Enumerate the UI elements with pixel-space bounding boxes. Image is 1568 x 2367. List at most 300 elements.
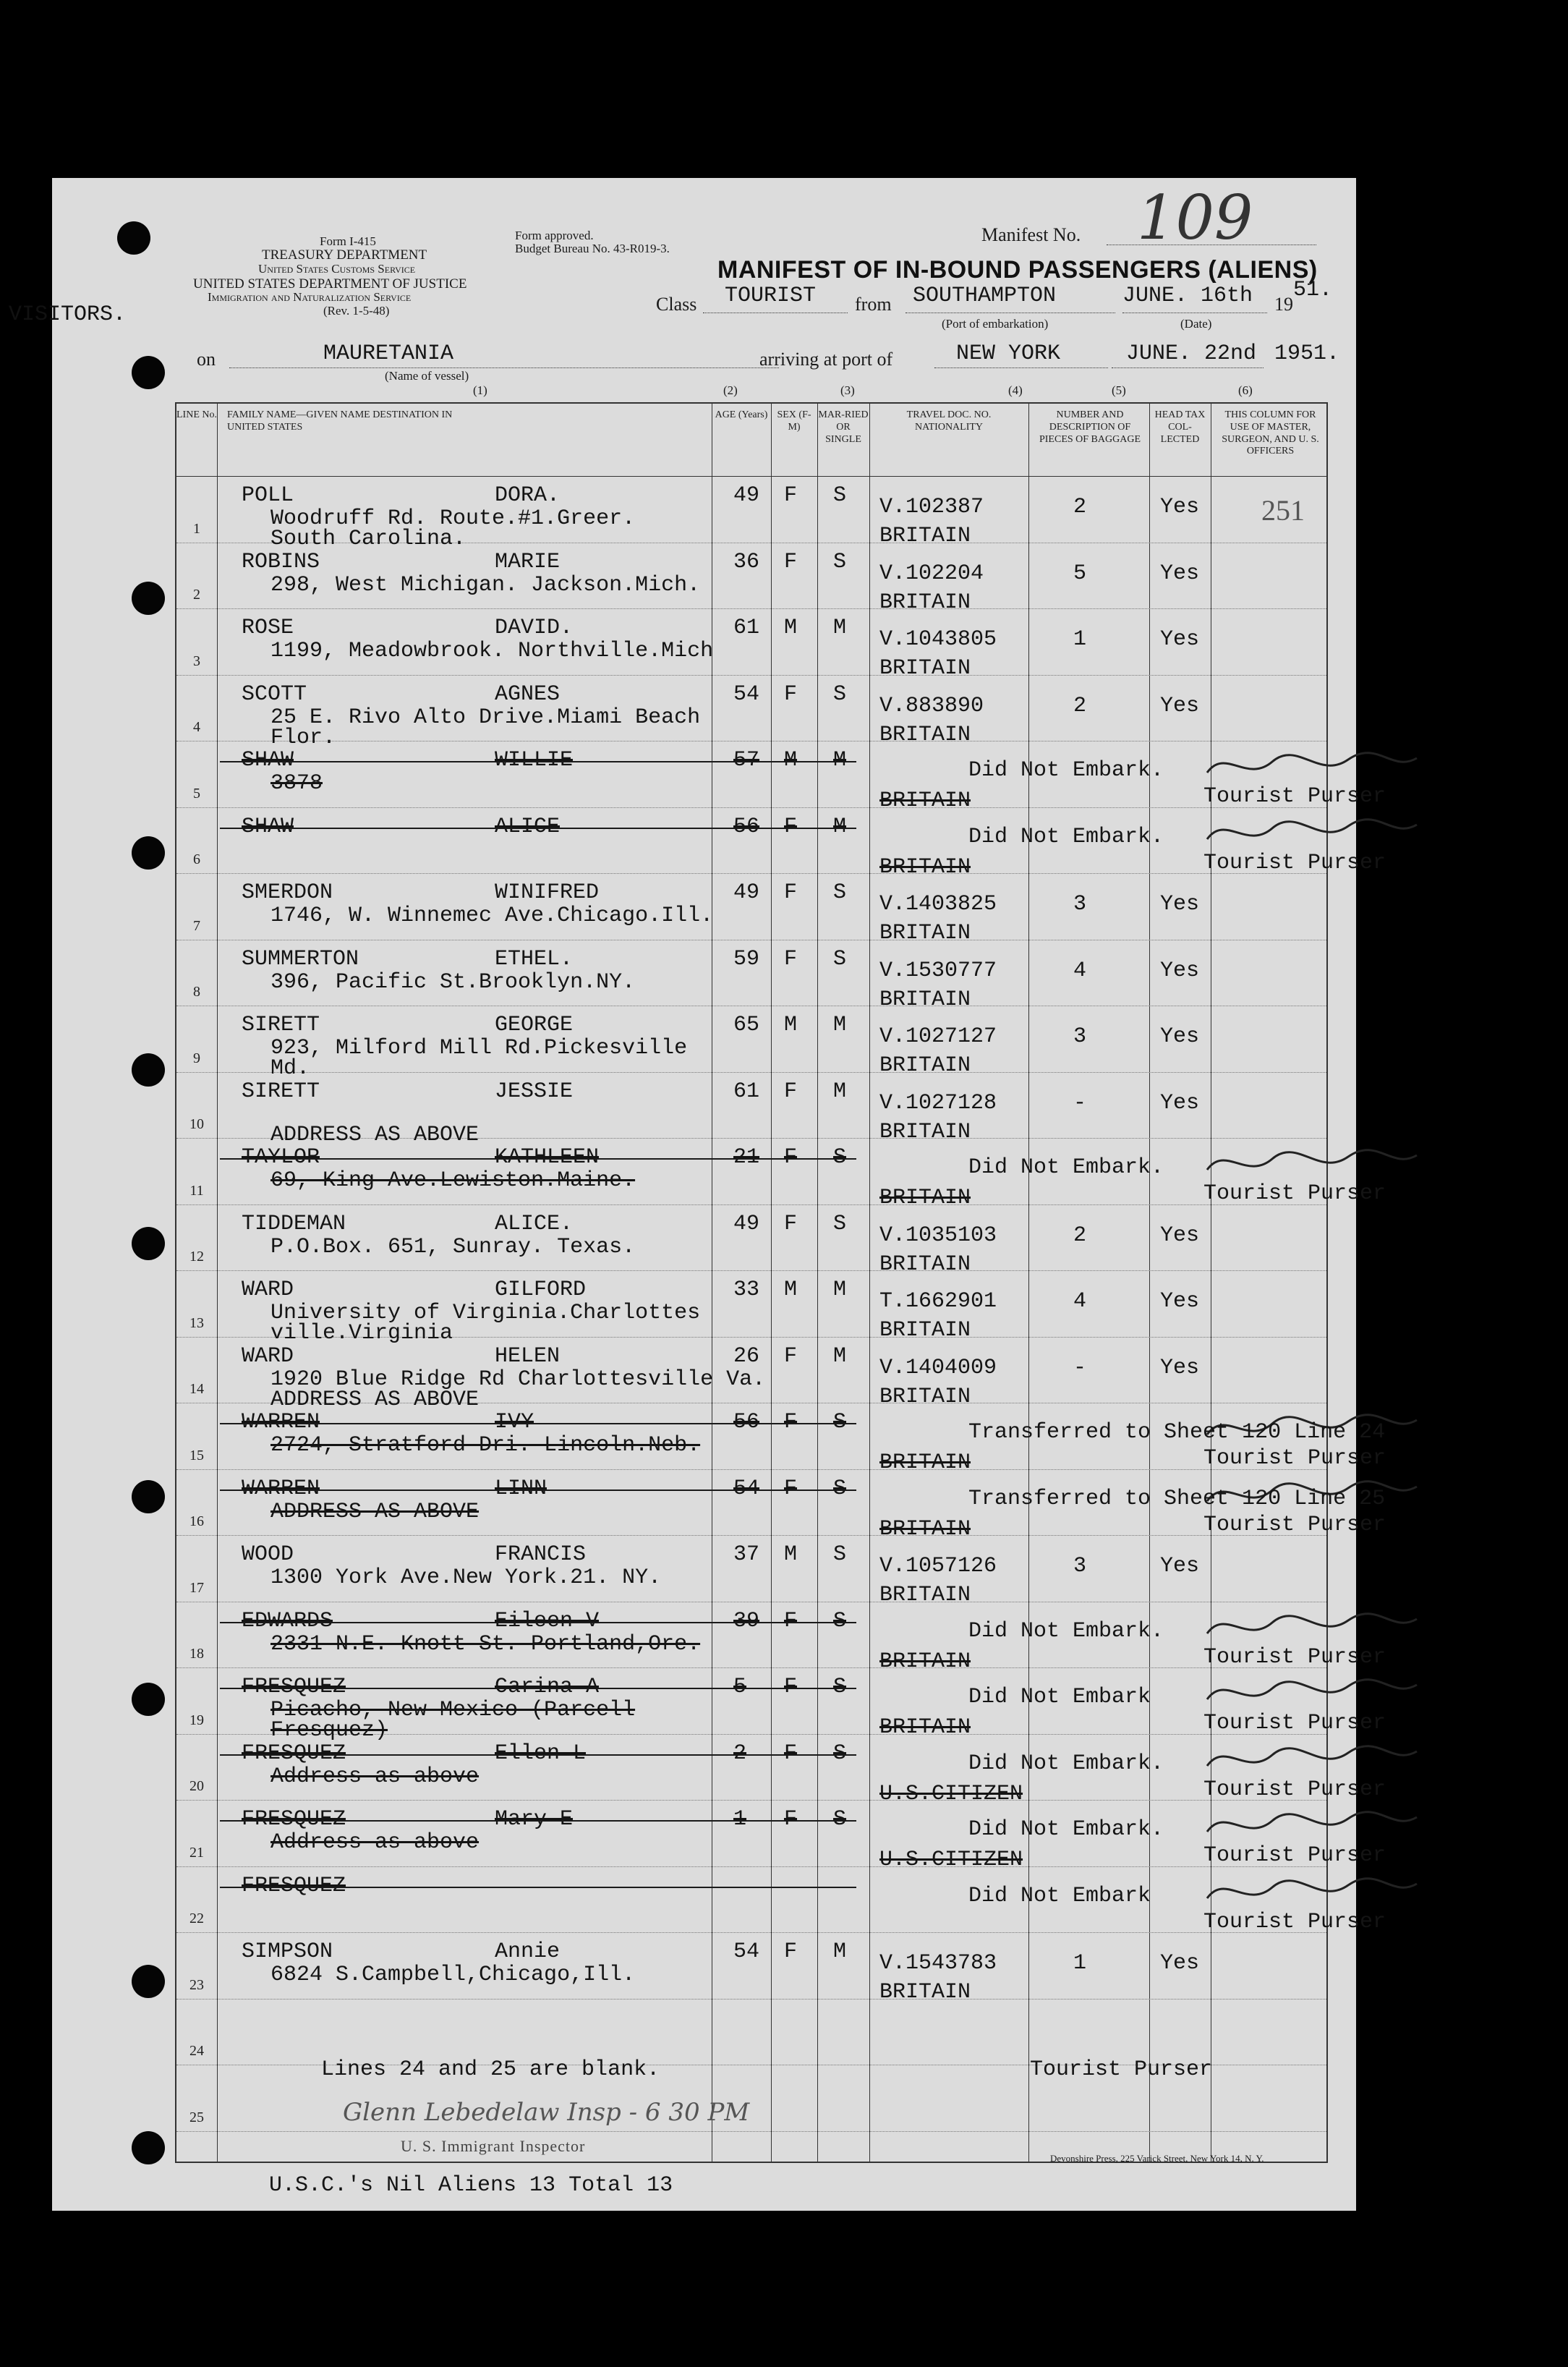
age-cell: 5 xyxy=(733,1675,747,1699)
sex-cell: F xyxy=(784,1741,798,1766)
family-cell: SCOTT xyxy=(242,681,307,707)
sex-cell: F xyxy=(784,1807,798,1832)
nat-cell: BRITAIN xyxy=(879,854,971,880)
arrival-date-rule xyxy=(1112,367,1264,368)
ms-cell: M xyxy=(833,1013,847,1037)
purser-cell: Tourist Purser xyxy=(1203,1512,1386,1537)
strike-line xyxy=(220,1754,856,1756)
ms-cell: M xyxy=(833,1939,847,1964)
family-cell: TAYLOR xyxy=(242,1145,320,1170)
col-marker: (2) xyxy=(723,383,738,397)
sex-cell: F xyxy=(784,1145,798,1170)
date-value: JUNE. 16th xyxy=(1122,284,1253,308)
bag-cell: 2 xyxy=(1073,693,1087,718)
doc-cell: V.1530777 xyxy=(879,958,997,983)
purser-cell: Tourist Purser xyxy=(1203,1711,1386,1735)
strike-line xyxy=(220,1887,856,1888)
family-cell: SHAW xyxy=(242,814,294,839)
nat-cell: BRITAIN xyxy=(879,1649,971,1674)
strike-line xyxy=(220,1158,856,1160)
family-cell: WARD xyxy=(242,1343,294,1369)
sex-cell: F xyxy=(784,1675,798,1699)
addr1-cell: ADDRESS AS ABOVE xyxy=(270,1499,480,1524)
line-number: 16 xyxy=(189,1513,204,1529)
col-marker: (5) xyxy=(1112,383,1126,397)
col-header-line: LINE No. xyxy=(176,409,217,420)
addr2-cell: Flor. xyxy=(270,725,336,750)
port-embarkation-caption: (Port of embarkation) xyxy=(942,317,1049,331)
class-value: TOURIST xyxy=(725,284,817,308)
inspector-label: U. S. Immigrant Inspector xyxy=(401,2137,586,2155)
line-number: 18 xyxy=(189,1646,204,1662)
given-cell: FRANCIS xyxy=(495,1542,587,1567)
arrival-port: NEW YORK xyxy=(956,341,1061,366)
line-number: 23 xyxy=(189,1976,204,1993)
nat-cell: BRITAIN xyxy=(879,1980,971,2005)
sex-cell: F xyxy=(784,1211,798,1236)
port-rule xyxy=(934,367,1108,368)
year-suffix: 51. xyxy=(1293,278,1333,302)
strike-line xyxy=(220,1688,856,1689)
doc-cell: V.1404009 xyxy=(879,1355,997,1380)
nat-cell: BRITAIN xyxy=(879,1053,971,1078)
sex-cell: F xyxy=(784,880,798,905)
sex-cell: M xyxy=(784,1278,798,1302)
purser-cell: Tourist Purser xyxy=(1203,1909,1386,1934)
addr1-cell: University of Virginia.Charlottes xyxy=(270,1301,701,1325)
line-number: 6 xyxy=(193,851,200,867)
inspector-signature: Glenn Lebedelaw Insp - 6 30 PM xyxy=(343,2098,750,2127)
row-divider xyxy=(176,873,1326,874)
form-approved: Form approved. xyxy=(515,229,594,242)
row-divider xyxy=(176,1667,1326,1668)
class-label: Class xyxy=(656,294,697,315)
family-cell: SIMPSON xyxy=(242,1939,333,1964)
doc-cell: V.1027128 xyxy=(879,1090,997,1115)
col-header-sex: SEX (F-M) xyxy=(777,409,811,433)
given-cell: AGNES xyxy=(495,681,561,707)
age-cell: 39 xyxy=(733,1608,760,1633)
row-divider xyxy=(176,1270,1326,1271)
line-number: 3 xyxy=(193,653,200,669)
line-number: 10 xyxy=(189,1116,204,1132)
sex-cell: F xyxy=(784,1608,798,1633)
given-cell: Mary E xyxy=(495,1807,574,1832)
ms-cell: S xyxy=(833,681,847,707)
row-divider xyxy=(176,1999,1326,2000)
budget-bureau: Budget Bureau No. 43-R019-3. xyxy=(515,242,670,255)
bag-cell: - xyxy=(1073,1355,1087,1380)
purser-cell: Tourist Purser xyxy=(1203,850,1386,875)
given-cell: IVY xyxy=(495,1410,534,1435)
strike-line xyxy=(220,761,856,762)
blank-lines-note: Lines 24 and 25 are blank. xyxy=(321,2057,660,2082)
printer-credit: Devonshire Press, 225 Varick Street, New York 14, N. Y. xyxy=(1050,2153,1264,2164)
bag-cell: 1 xyxy=(1073,627,1087,652)
line-number: 15 xyxy=(189,1447,204,1463)
justice-dept: UNITED STATES DEPARTMENT OF JUSTICE xyxy=(193,276,467,292)
nat-cell: BRITAIN xyxy=(879,1384,971,1409)
ms-cell: S xyxy=(833,1807,847,1832)
totals-line: U.S.C.'s Nil Aliens 13 Total 13 xyxy=(269,2173,673,2198)
col-marker: (4) xyxy=(1008,383,1023,397)
register-stamp: 251 xyxy=(1261,494,1305,527)
punch-hole xyxy=(132,582,165,615)
addr1-cell: 298, West Michigan. Jackson.Mich. xyxy=(270,572,701,598)
col-header-baggage: NUMBER AND DESCRIPTION OF PIECES OF BAGGAGE xyxy=(1039,409,1141,445)
family-cell: WARREN xyxy=(242,1410,320,1435)
nat-cell: BRITAIN xyxy=(879,1318,971,1343)
addr1-cell: 396, Pacific St.Brooklyn.NY. xyxy=(270,969,636,995)
given-cell: LINN xyxy=(495,1476,547,1501)
ms-cell: S xyxy=(833,483,847,508)
punch-hole xyxy=(132,1053,165,1087)
manifest-no-label: Manifest No. xyxy=(981,224,1081,245)
col-header-officers: THIS COLUMN FOR USE OF MASTER, SURGEON, AND U. S. OFFICERS xyxy=(1222,409,1319,457)
age-cell: 21 xyxy=(733,1145,760,1170)
addr2-cell: Fresquez) xyxy=(270,1718,388,1743)
bag-cell: 3 xyxy=(1073,892,1087,917)
on-label: on xyxy=(197,349,216,370)
addr1-cell: 2331 N.E. Knott St. Portland,Ore. xyxy=(270,1631,701,1657)
nat-cell: BRITAIN xyxy=(879,722,971,747)
ms-cell: S xyxy=(833,549,847,574)
line-number: 25 xyxy=(189,2109,204,2125)
tax-cell: Yes xyxy=(1160,1355,1200,1380)
addr2-cell: Md. xyxy=(270,1056,310,1081)
tax-cell: Yes xyxy=(1160,1554,1200,1578)
age-cell: 37 xyxy=(733,1542,760,1567)
strike-line xyxy=(220,828,856,829)
sex-cell: M xyxy=(784,1542,798,1567)
nat-cell: BRITAIN xyxy=(879,1186,971,1210)
nat-cell: U.S.CITIZEN xyxy=(879,1848,1023,1872)
ms-cell: S xyxy=(833,1410,847,1435)
doc-cell: V.1027127 xyxy=(879,1024,997,1049)
family-cell: TIDDEMAN xyxy=(242,1211,346,1236)
col-header-name: FAMILY NAME—GIVEN NAME DESTINATION IN UNITED STATES xyxy=(227,409,453,433)
line-number: 17 xyxy=(189,1579,204,1596)
addr1-cell: 3878 xyxy=(270,771,323,796)
sex-cell: F xyxy=(784,681,798,707)
row-divider xyxy=(176,1866,1326,1867)
family-cell: FRESQUEZ xyxy=(242,1675,346,1699)
nat-cell: BRITAIN xyxy=(879,1715,971,1740)
addr2-cell: ADDRESS AS ABOVE xyxy=(270,1387,480,1412)
family-cell: SIRETT xyxy=(242,1013,320,1037)
line-number: 21 xyxy=(189,1844,204,1861)
line-number: 24 xyxy=(189,2043,204,2059)
family-cell: WARD xyxy=(242,1278,294,1302)
age-cell: 54 xyxy=(733,681,760,707)
addr1-cell: Woodruff Rd. Route.#1.Greer. xyxy=(270,506,636,531)
bag-cell: 5 xyxy=(1073,561,1087,586)
note-cell: Transferred to Sheet 120 Line 25 xyxy=(968,1486,1386,1511)
purser-cell: Tourist Purser xyxy=(1203,1446,1386,1471)
given-cell: KATHLEEN xyxy=(495,1145,600,1170)
ms-cell: S xyxy=(833,880,847,905)
visitors-label: VISITORS. xyxy=(9,302,127,327)
nat-cell: BRITAIN xyxy=(879,524,971,548)
tax-cell: Yes xyxy=(1160,1223,1200,1248)
nat-cell: BRITAIN xyxy=(879,590,971,615)
age-cell: 54 xyxy=(733,1939,760,1964)
col-header-age: AGE (Years) xyxy=(715,409,768,420)
purser-cell: Tourist Purser xyxy=(1203,784,1386,809)
addr1-cell: P.O.Box. 651, Sunray. Texas. xyxy=(270,1234,636,1259)
line-number: 22 xyxy=(189,1911,204,1926)
doc-cell: V.102204 xyxy=(879,561,984,586)
vessel-caption: (Name of vessel) xyxy=(385,369,469,383)
family-cell: WOOD xyxy=(242,1542,294,1567)
col-marker: (3) xyxy=(840,383,855,397)
row-divider xyxy=(176,807,1326,808)
note-cell: Did Not Embark xyxy=(968,1883,1151,1908)
manifest-table xyxy=(175,402,1386,2163)
row-divider xyxy=(176,1469,1326,1470)
vessel-name: MAURETANIA xyxy=(323,341,454,366)
punch-hole xyxy=(132,1965,165,1998)
col-header-married: MAR-RIED OR SINGLE xyxy=(818,409,869,445)
nat-cell: BRITAIN xyxy=(879,1252,971,1277)
col-header-tax: HEAD TAX COL-LECTED xyxy=(1154,409,1206,445)
ms-cell: M xyxy=(833,1079,847,1104)
ms-cell: S xyxy=(833,1675,847,1699)
addr2-cell: ADDRESS AS ABOVE xyxy=(270,1122,480,1147)
family-cell: POLL xyxy=(242,483,294,508)
arrival-year: 1951. xyxy=(1274,341,1340,366)
line-number: 7 xyxy=(193,917,200,934)
ms-cell: S xyxy=(833,1211,847,1236)
row-divider xyxy=(176,2131,1326,2132)
addr1-cell: Address as above xyxy=(270,1764,480,1789)
purser-cell: Tourist Purser xyxy=(1203,1777,1386,1802)
ms-cell: M xyxy=(833,748,847,773)
from-label: from xyxy=(855,294,892,315)
note-cell: Did Not Embark. xyxy=(968,1751,1164,1776)
punch-hole xyxy=(132,836,165,870)
bag-cell: 1 xyxy=(1073,1951,1087,1976)
tax-cell: Yes xyxy=(1160,1090,1200,1115)
ms-cell: M xyxy=(833,616,847,640)
strike-line xyxy=(220,1423,856,1424)
given-cell: DORA. xyxy=(495,483,561,508)
form-number: Form I-415 xyxy=(320,234,376,248)
sex-cell: M xyxy=(784,616,798,640)
ms-cell: S xyxy=(833,1476,847,1501)
line-number: 1 xyxy=(193,520,200,537)
doc-cell: V.883890 xyxy=(879,693,984,718)
addr1-cell: 1920 Blue Ridge Rd Charlottesville Va. xyxy=(270,1367,766,1392)
given-cell: Ellen L xyxy=(495,1741,587,1766)
punch-hole xyxy=(132,1683,165,1716)
note-cell: Did Not Embark xyxy=(968,1685,1151,1709)
family-cell: SMERDON xyxy=(242,880,333,905)
age-cell: 36 xyxy=(733,549,760,574)
col-marker: (6) xyxy=(1238,383,1253,397)
given-cell: GEORGE xyxy=(495,1013,574,1037)
nat-cell: BRITAIN xyxy=(879,1119,971,1144)
given-cell: WILLIE xyxy=(495,748,574,773)
date-caption: (Date) xyxy=(1180,317,1212,331)
given-cell: Eileen V xyxy=(495,1608,600,1633)
bag-cell: 2 xyxy=(1073,495,1087,519)
sex-cell: F xyxy=(784,814,798,839)
addr1-cell: 25 E. Rivo Alto Drive.Miami Beach xyxy=(270,705,701,730)
age-cell: 26 xyxy=(733,1343,760,1369)
line-number: 12 xyxy=(189,1249,204,1265)
ms-cell: M xyxy=(833,1278,847,1302)
doc-cell: V.1057126 xyxy=(879,1554,997,1578)
row-divider xyxy=(176,675,1326,676)
line-number: 20 xyxy=(189,1778,204,1794)
sex-cell: F xyxy=(784,483,798,508)
manifest-number: 109 xyxy=(1137,182,1253,253)
row-divider xyxy=(176,1204,1326,1205)
punch-hole xyxy=(132,356,165,389)
line-number: 11 xyxy=(189,1182,204,1199)
row-divider xyxy=(176,1932,1326,1933)
tax-cell: Yes xyxy=(1160,627,1200,652)
purser-cell: Tourist Purser xyxy=(1203,1644,1386,1670)
note-cell: Did Not Embark. xyxy=(968,1155,1164,1180)
age-cell: 56 xyxy=(733,814,760,839)
punch-hole xyxy=(117,221,150,255)
bag-cell: 3 xyxy=(1073,1024,1087,1049)
tax-cell: Yes xyxy=(1160,958,1200,983)
arriving-label: arriving at port of xyxy=(759,349,893,370)
given-cell: ETHEL. xyxy=(495,946,574,972)
note-cell: Did Not Embark. xyxy=(968,758,1164,783)
family-cell: ROBINS xyxy=(242,549,320,574)
sex-cell: F xyxy=(784,549,798,574)
doc-cell: V.1543783 xyxy=(879,1951,997,1976)
addr2-cell: ville.Virginia xyxy=(270,1321,453,1346)
given-cell: DAVID. xyxy=(495,616,574,640)
age-cell: 49 xyxy=(733,483,760,508)
doc-cell: V.1403825 xyxy=(879,892,997,917)
sex-cell: M xyxy=(784,748,798,773)
strike-line xyxy=(220,1820,856,1822)
nat-cell: BRITAIN xyxy=(879,921,971,945)
tax-cell: Yes xyxy=(1160,561,1200,586)
age-cell: 57 xyxy=(733,748,760,773)
age-cell: 49 xyxy=(733,1211,760,1236)
given-cell: ALICE. xyxy=(495,1211,574,1236)
note-cell: Did Not Embark. xyxy=(968,1817,1164,1842)
col-marker: (1) xyxy=(473,383,487,397)
ins-service: Immigration and Naturalization Service xyxy=(208,290,412,304)
ms-cell: M xyxy=(833,1343,847,1369)
blank-lines-purser: Tourist Purser xyxy=(1030,2057,1213,2082)
tax-cell: Yes xyxy=(1160,495,1200,519)
line-number: 19 xyxy=(189,1712,204,1728)
age-cell: 1 xyxy=(733,1807,747,1832)
from-value: SOUTHAMPTON xyxy=(913,284,1057,308)
sex-cell: F xyxy=(784,1343,798,1369)
line-number: 2 xyxy=(193,587,200,603)
nat-cell: BRITAIN xyxy=(879,1450,971,1475)
age-cell: 49 xyxy=(733,880,760,905)
family-cell: FRESQUEZ xyxy=(242,1807,346,1832)
line-number: 9 xyxy=(193,1050,200,1066)
given-cell: JESSIE xyxy=(495,1079,574,1104)
line-number: 14 xyxy=(189,1381,204,1397)
ms-cell: M xyxy=(833,814,847,839)
given-cell: ALICE xyxy=(495,814,561,839)
ms-cell: S xyxy=(833,1542,847,1567)
bag-cell: - xyxy=(1073,1090,1087,1115)
age-cell: 65 xyxy=(733,1013,760,1037)
purser-cell: Tourist Purser xyxy=(1203,1181,1386,1206)
addr2-cell: South Carolina. xyxy=(270,527,466,551)
given-cell: GILFORD xyxy=(495,1278,587,1302)
family-cell: SIRETT xyxy=(242,1079,320,1104)
age-cell: 2 xyxy=(733,1741,747,1766)
sex-cell: F xyxy=(784,1476,798,1501)
customs-service: United States Customs Service xyxy=(258,262,416,276)
ms-cell: S xyxy=(833,1145,847,1170)
line-number: 8 xyxy=(193,984,200,1000)
doc-cell: T.1662901 xyxy=(879,1289,997,1314)
nat-cell: U.S.CITIZEN xyxy=(879,1781,1023,1806)
manifest-sheet xyxy=(9,178,1386,2211)
given-cell: WINIFRED xyxy=(495,880,600,905)
note-cell: Did Not Embark. xyxy=(968,824,1164,849)
age-cell: 33 xyxy=(733,1278,760,1302)
revision: (Rev. 1-5-48) xyxy=(323,304,390,318)
age-cell: 61 xyxy=(733,616,760,640)
family-cell: EDWARDS xyxy=(242,1608,333,1633)
addr1-cell: Picacho, New Mexico (Parcell xyxy=(270,1698,636,1722)
sex-cell: M xyxy=(784,1013,798,1037)
addr1-cell: 6824 S.Campbell,Chicago,Ill. xyxy=(270,1963,636,1987)
sex-cell: F xyxy=(784,1410,798,1435)
col-header-travel: TRAVEL DOC. NO. NATIONALITY xyxy=(906,409,992,433)
nat-cell: BRITAIN xyxy=(879,987,971,1012)
given-cell: MARIE xyxy=(495,549,561,574)
note-cell: Transferred to Sheet 120 Line 24 xyxy=(968,1420,1386,1445)
ms-cell: S xyxy=(833,946,847,972)
family-cell: ROSE xyxy=(242,616,294,640)
bag-cell: 3 xyxy=(1073,1554,1087,1578)
age-cell: 54 xyxy=(733,1476,760,1501)
punch-hole xyxy=(132,2131,165,2164)
nat-cell: BRITAIN xyxy=(879,789,971,813)
nat-cell: BRITAIN xyxy=(879,1516,971,1542)
tax-cell: Yes xyxy=(1160,892,1200,917)
nat-cell: BRITAIN xyxy=(879,656,971,681)
manifest-title: MANIFEST OF IN-BOUND PASSENGERS (ALIENS) xyxy=(717,256,1318,284)
sex-cell: F xyxy=(784,1079,798,1104)
row-divider xyxy=(176,608,1326,609)
punch-hole xyxy=(132,1480,165,1513)
line-number: 5 xyxy=(193,785,200,802)
addr1-cell: 1300 York Ave.New York.21. NY. xyxy=(270,1565,662,1590)
treasury-dept: TREASURY DEPARTMENT xyxy=(262,247,427,263)
vessel-rule xyxy=(229,367,779,368)
sex-cell: F xyxy=(784,1939,798,1964)
age-cell: 59 xyxy=(733,946,760,972)
nat-cell: BRITAIN xyxy=(879,1583,971,1607)
sex-cell: F xyxy=(784,946,798,972)
tax-cell: Yes xyxy=(1160,1024,1200,1049)
age-cell: 61 xyxy=(733,1079,760,1104)
line-number: 4 xyxy=(193,719,200,735)
addr1-cell: 923, Milford Mill Rd.Pickesville xyxy=(270,1036,688,1061)
family-cell: WARREN xyxy=(242,1476,320,1501)
year-prefix: 19 xyxy=(1274,294,1293,315)
